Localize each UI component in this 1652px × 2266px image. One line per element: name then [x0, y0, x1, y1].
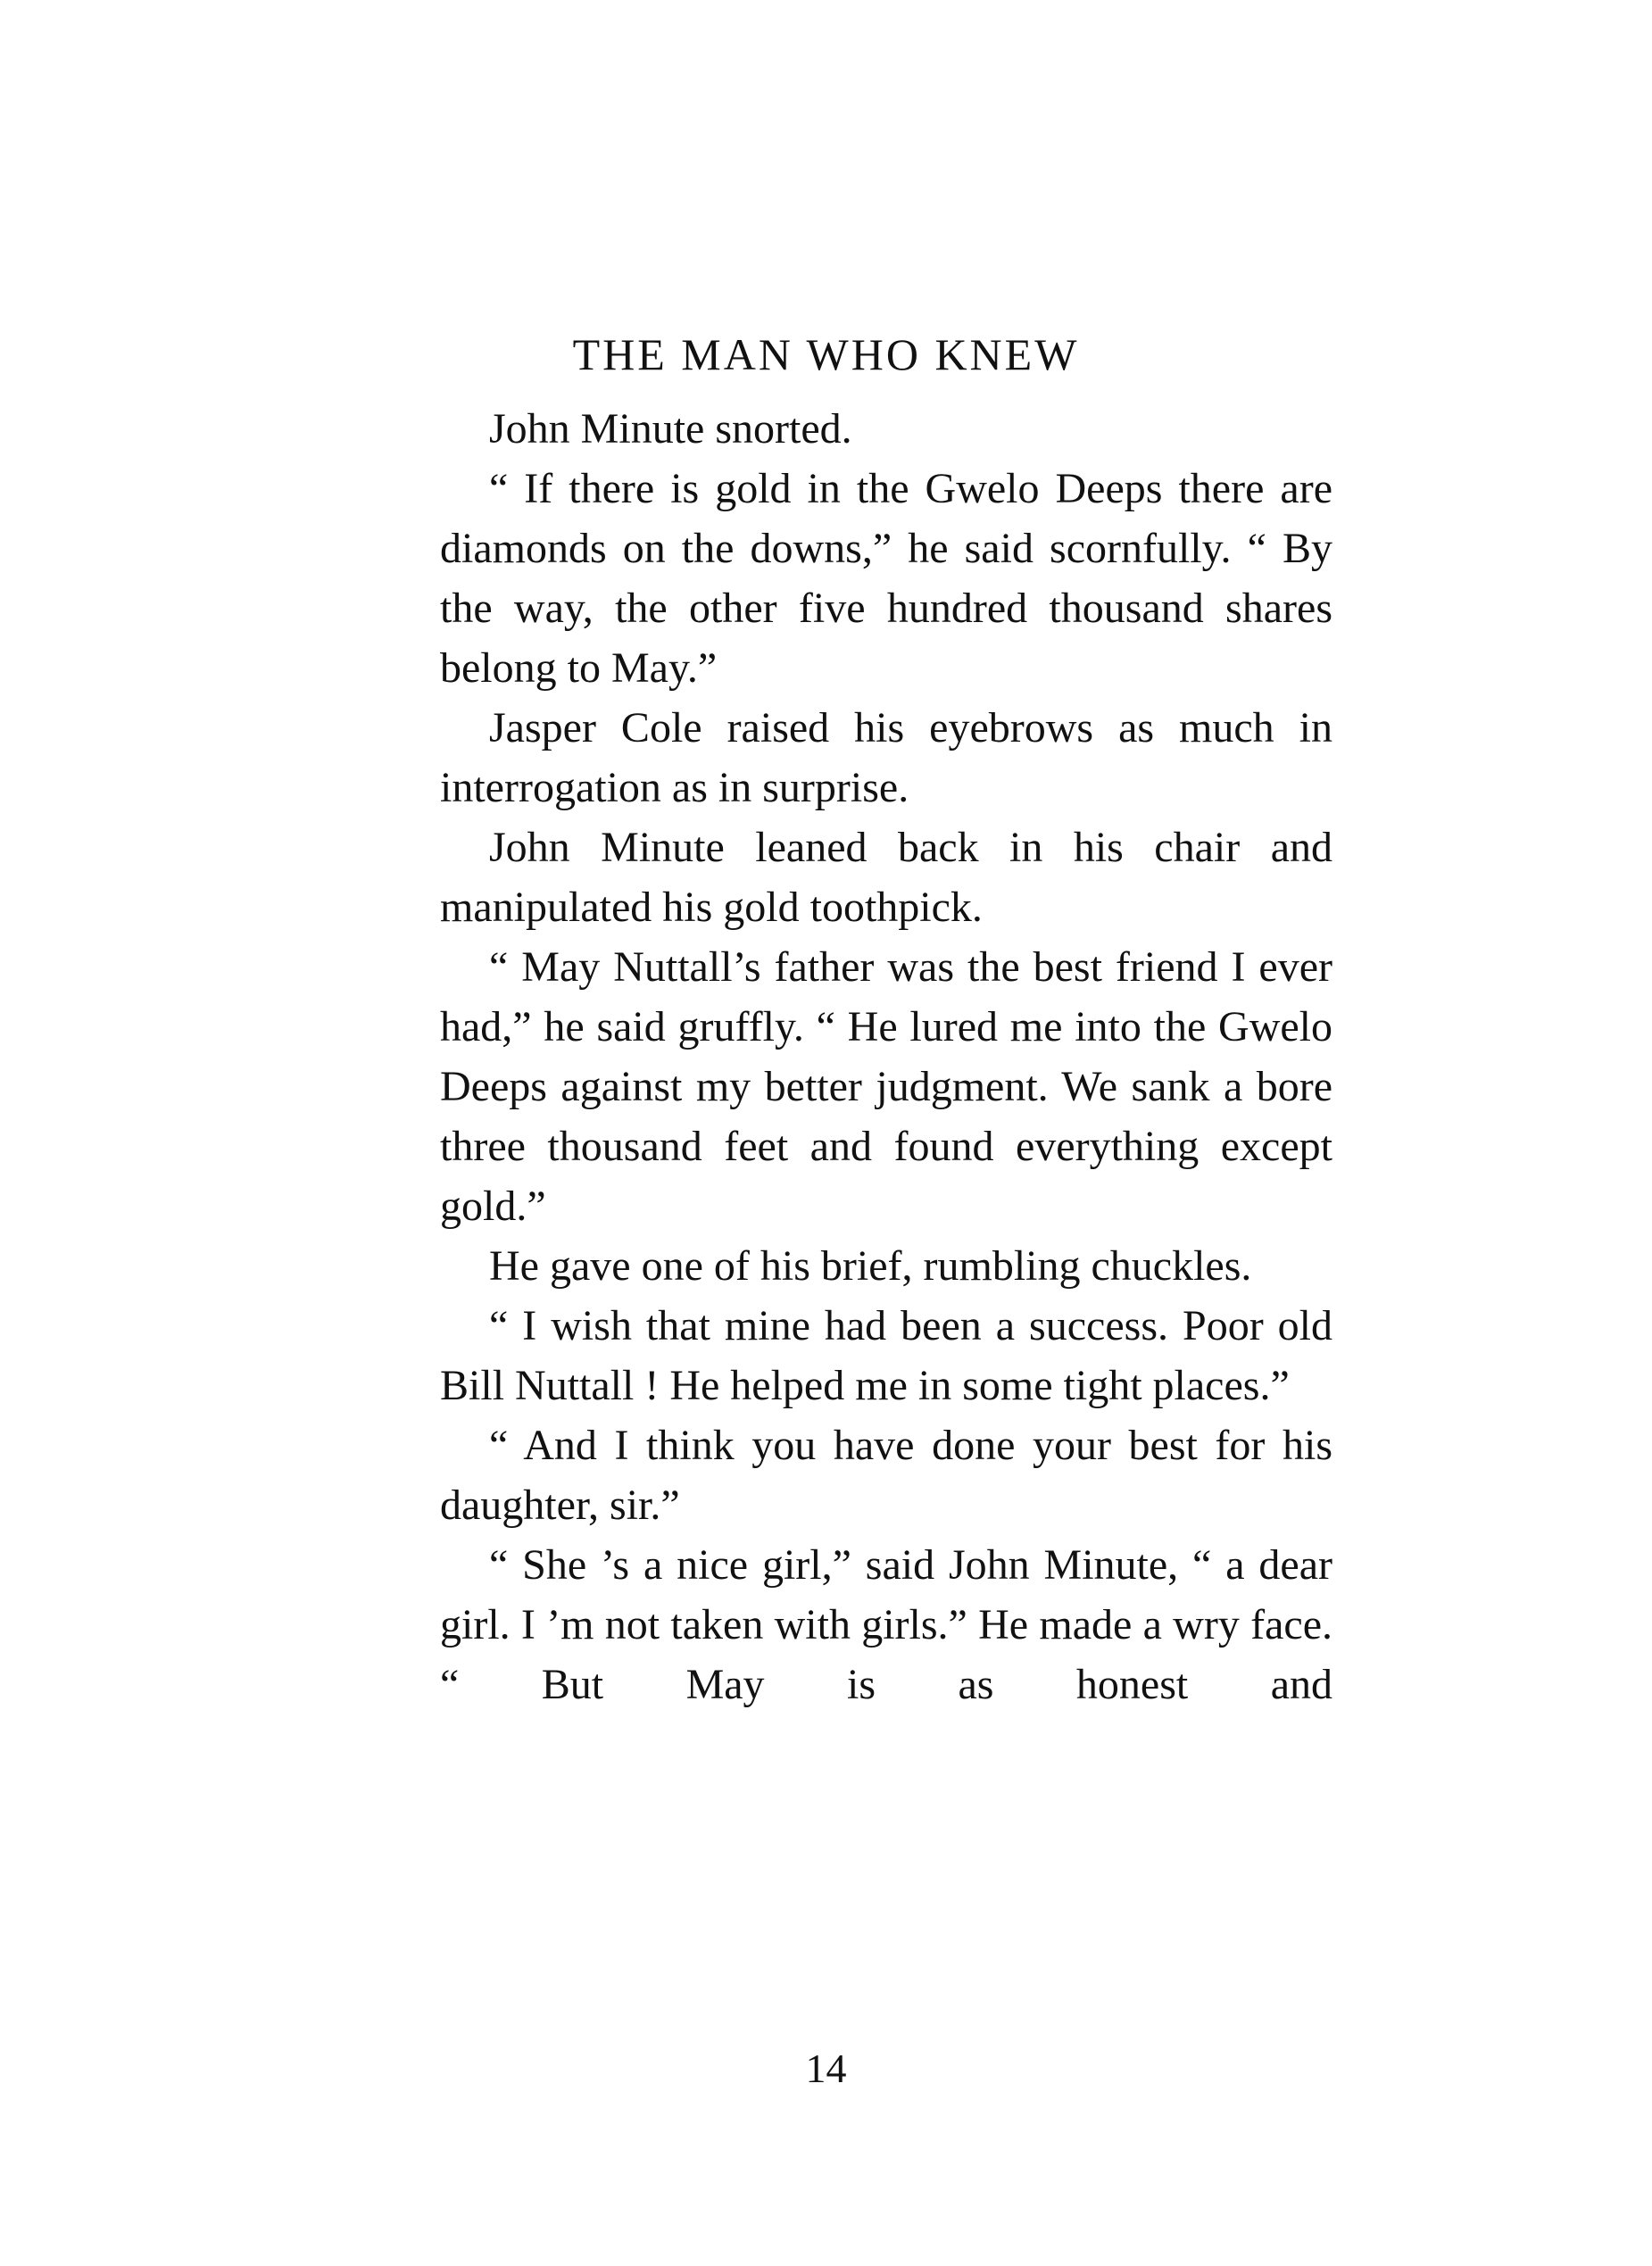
paragraph: “ May Nuttall’s father was the best friend I ever had,” he said gruffly. “ He lured me into the Gwelo Deeps against my better judgment. We sank a bore three thousand feet and found everything except gold.”: [440, 943, 1332, 1230]
running-head: THE MAN WHO KNEW: [572, 329, 1080, 379]
paragraph: Jasper Cole raised his eyebrows as much in interrogation as in surprise.: [440, 704, 1332, 811]
paragraph: John Minute snorted.: [489, 405, 852, 452]
page-number: 14: [805, 2046, 847, 2091]
paragraph: “ If there is gold in the Gwelo Deeps there are diamonds on the downs,” he said scornfully. “ By the way, the other five hundred thousand shares belong to May.”: [440, 465, 1332, 692]
paragraph: “ She ’s a nice girl,” said John Minute, “ a dear girl. I ’m not taken with girls.” He made a wry face. “ But May is as honest and: [440, 1541, 1332, 1708]
paragraph: John Minute leaned back in his chair and manipulated his gold toothpick.: [440, 824, 1332, 931]
paragraph: “ And I think you have done your best for his daughter, sir.”: [440, 1422, 1332, 1529]
body-text: [440, 399, 1332, 1714]
paragraph: He gave one of his brief, rumbling chuckles.: [489, 1242, 1252, 1290]
paragraph: “ I wish that mine had been a success. Poor old Bill Nuttall ! He helped me in some tight places.”: [440, 1302, 1332, 1409]
